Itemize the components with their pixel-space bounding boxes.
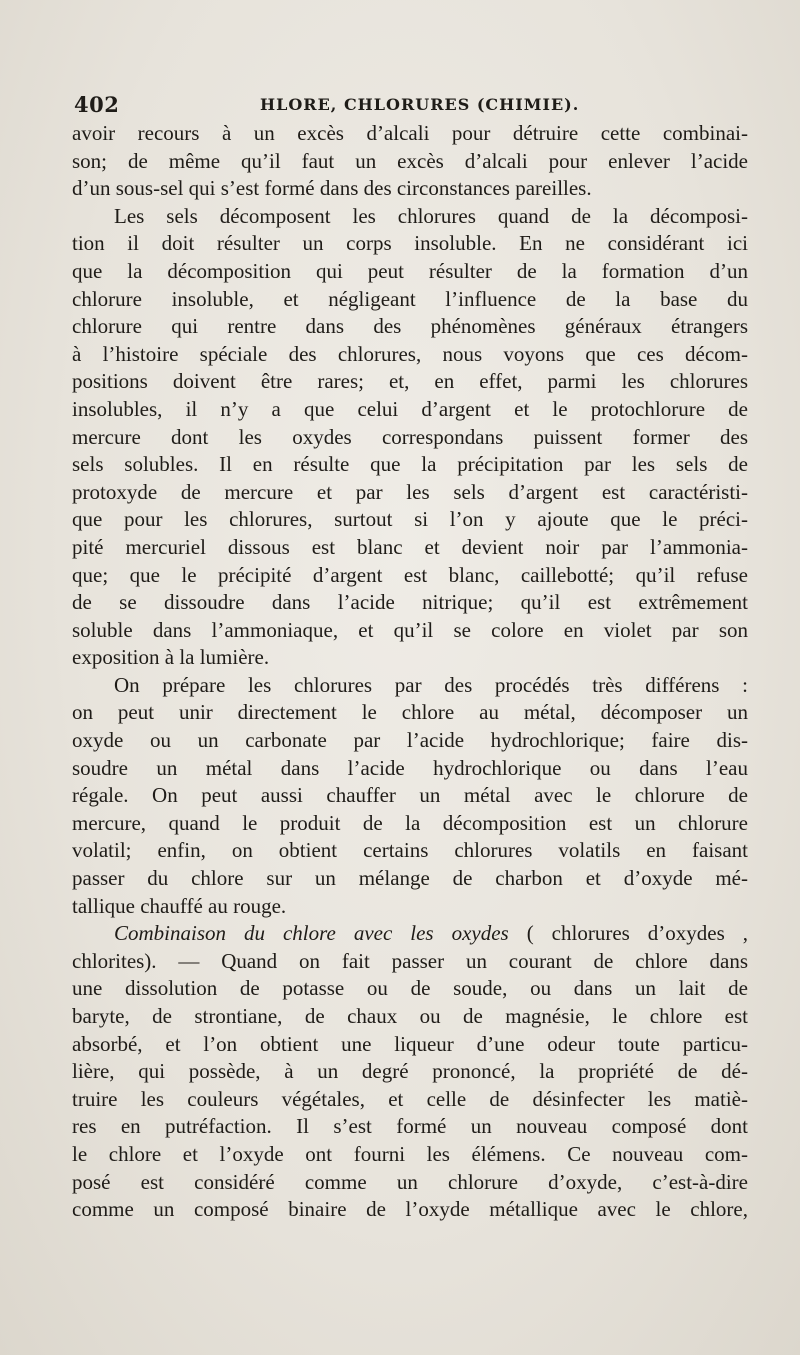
section-heading: Combinaison du chlore avec les oxydes bbox=[114, 921, 509, 946]
text-line: Les sels décomposent les chlorures quand de la décomposi- bbox=[114, 203, 748, 228]
text-line: on peut unir directement le chlore au métal, décomposer un bbox=[72, 700, 748, 725]
text-line: une dissolution de potasse ou de soude, ou dans un lait de bbox=[72, 976, 748, 1001]
text-line: que pour les chlorures, surtout si l’on y ajoute que le préci- bbox=[72, 507, 748, 532]
text-line: chlorure insoluble, et négligeant l’influence de la base du bbox=[72, 286, 748, 311]
text-line: chlorure qui rentre dans des phénomènes généraux étrangers bbox=[72, 314, 748, 339]
text-line: son; de même qu’il faut un excès d’alcali pour enlever l’acide bbox=[72, 148, 748, 173]
text-line: avoir recours à un excès d’alcali pour détruire cette combinai- bbox=[72, 121, 748, 145]
text-line: chlorites). — Quand on fait passer un courant de chlore dans bbox=[72, 948, 748, 973]
body-text bbox=[72, 120, 748, 1224]
text-line: pité mercuriel dissous est blanc et devient noir par l’ammonia- bbox=[72, 534, 748, 559]
text-line: comme un composé binaire de l’oxyde métallique avec le chlore, bbox=[72, 1197, 748, 1222]
text-line: d’un sous-sel qui s’est formé dans des circonstances pareilles. bbox=[72, 176, 592, 201]
text-line: que; que le précipité d’argent est blanc, caillebotté; qu’il refuse bbox=[72, 562, 748, 587]
text-line: tion il doit résulter un corps insoluble. En ne considérant ici bbox=[72, 231, 748, 256]
running-head: HLORE, CHLORURES (CHIMIE). bbox=[260, 95, 580, 114]
text-line: passer du chlore sur un mélange de charbon et d’oxyde mé- bbox=[72, 866, 748, 891]
text-line: soudre un métal dans l’acide hydrochlorique ou dans l’eau bbox=[72, 755, 748, 780]
text-line: On prépare les chlorures par des procédés très différens : bbox=[114, 672, 748, 697]
text-line: mercure, quand le produit de la décomposition est un chlorure bbox=[72, 810, 748, 835]
page-number: 402 bbox=[74, 92, 120, 117]
text-line: à l’histoire spéciale des chlorures, nous voyons que ces décom- bbox=[72, 341, 748, 366]
text-line: mercure dont les oxydes correspondans puissent former des bbox=[72, 424, 748, 449]
text-line: que la décomposition qui peut résulter de la formation d’un bbox=[72, 258, 748, 283]
text-line: le chlore et l’oxyde ont fourni les élémens. Ce nouveau com- bbox=[72, 1141, 748, 1166]
text-line: oxyde ou un carbonate par l’acide hydrochlorique; faire dis- bbox=[72, 728, 748, 753]
text-line: sels solubles. Il en résulte que la précipitation par les sels de bbox=[72, 452, 748, 477]
text-line: de se dissoudre dans l’acide nitrique; qu’il est extrêmement bbox=[72, 590, 748, 615]
text-line bbox=[72, 920, 748, 948]
text-line: tallique chauffé au rouge. bbox=[72, 893, 287, 918]
text-line: régale. On peut aussi chauffer un métal avec le chlorure de bbox=[72, 783, 748, 808]
text-line: absorbé, et l’on obtient une liqueur d’une odeur toute particu- bbox=[72, 1031, 748, 1056]
section-heading-rest: ( chlorures d’oxydes , bbox=[526, 921, 749, 946]
text-line: posé est considéré comme un chlorure d’oxyde, c’est-à-dire bbox=[72, 1169, 748, 1194]
text-line: baryte, de strontiane, de chaux ou de magnésie, le chlore est bbox=[72, 1004, 748, 1028]
text-line: protoxyde de mercure et par les sels d’argent est caractéristi- bbox=[72, 479, 748, 504]
text-line: res en putréfaction. Il s’est formé un nouveau composé dont bbox=[72, 1114, 748, 1139]
text-line: truire les couleurs végétales, et celle de désinfecter les matiè- bbox=[72, 1086, 748, 1111]
text-line: lière, qui possède, à un degré prononcé, la propriété de dé- bbox=[72, 1059, 748, 1084]
text-line: exposition à la lumière. bbox=[72, 645, 270, 670]
text-line: soluble dans l’ammoniaque, et qu’il se colore en violet par son bbox=[72, 617, 748, 642]
text-line: insolubles, il n’y a que celui d’argent et le protochlorure de bbox=[72, 396, 748, 421]
text-line: positions doivent être rares; et, en effet, parmi les chlorures bbox=[72, 369, 748, 394]
text-line: volatil; enfin, on obtient certains chlorures volatils en faisant bbox=[72, 838, 748, 863]
